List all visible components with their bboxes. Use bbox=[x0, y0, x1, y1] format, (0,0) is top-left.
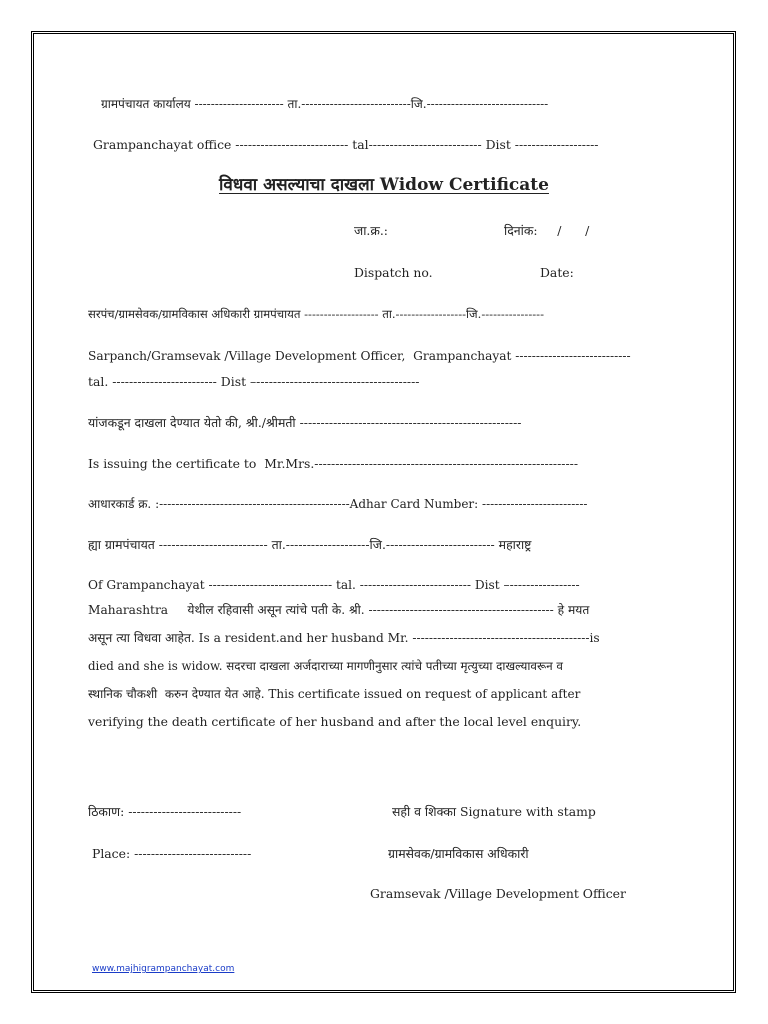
dispatch-no-english: Dispatch no. bbox=[354, 265, 433, 280]
date-marathi: दिनांक: / / bbox=[504, 223, 590, 238]
dispatch-no-marathi: जा.क्र.: bbox=[354, 223, 388, 238]
grampanchayat-line-marathi: ह्या ग्रामपंचायत -------------------------- ता.--------------------जि.-------------------------- महाराष्ट्र bbox=[88, 537, 532, 552]
place-line-marathi: ठिकाण: --------------------------- bbox=[88, 804, 242, 819]
paragraph-line-5: verifying the death certificate of her husband and after the local level enquiry. bbox=[88, 714, 582, 729]
paragraph-line-4: स्थानिक चौकशी करुन देण्यात येत आहे. This certificate issued on request of applicant after bbox=[88, 687, 581, 701]
officer-title-marathi: ग्रामसेवक/ग्रामविकास अधिकारी bbox=[388, 846, 529, 861]
place-line-english: Place: ---------------------------- bbox=[92, 846, 252, 861]
sarpanch-line-english: Sarpanch/Gramsevak /Village Development Officer, Grampanchayat ---------------------------- bbox=[88, 349, 631, 363]
tal-dist-line: tal. ------------------------- Dist –--------------------------------------- bbox=[88, 374, 420, 389]
aadhar-line: आधारकार्ड क्र. :-----------------------------------------------Adhar Card Number: -------------------------- bbox=[88, 497, 588, 511]
issuing-line-english: Is issuing the certificate to Mr.Mrs.--------------------------------------------------------------- bbox=[88, 456, 579, 471]
certificate-title: विधवा असल्याचा दाखला Widow Certificate bbox=[219, 175, 549, 195]
website-link[interactable]: www.majhigrampanchayat.com bbox=[92, 964, 235, 974]
office-line-marathi: ग्रामपंचायत कार्यालय ---------------------- ता.---------------------------जि.------------------------------ bbox=[101, 97, 549, 111]
date-english: Date: bbox=[540, 265, 574, 280]
paragraph-line-2: असून त्या विधवा आहेत. Is a resident.and her husband Mr. -------------------------------------------is bbox=[88, 631, 600, 645]
issuing-line-marathi: यांजकडून दाखला देण्यात येतो की, श्री./श्रीमती ----------------------------------------------------- bbox=[88, 415, 522, 430]
paragraph-line-3: died and she is widow. सदरचा दाखला अर्जदाराच्या मागणीनुसार त्यांचे पतीच्या मृत्युच्या दाखल्यावरून व bbox=[88, 659, 563, 673]
grampanchayat-line-english: Of Grampanchayat ------------------------------ tal. --------------------------- Dist –----------------- bbox=[88, 578, 580, 592]
sarpanch-line-marathi: सरपंच/ग्रामसेवक/ग्रामविकास अधिकारी ग्रामपंचायत ------------------- ता.------------------जि.---------------- bbox=[88, 307, 545, 321]
paragraph-line-1: Maharashtra येथील रहिवासी असून त्यांचे पती के. श्री. --------------------------------------------- हे मयत bbox=[88, 603, 590, 617]
signature-stamp-label: सही व शिक्का Signature with stamp bbox=[392, 804, 596, 819]
officer-title-english: Gramsevak /Village Development Officer bbox=[370, 886, 626, 901]
office-line-english: Grampanchayat office --------------------------- tal--------------------------- Dist -------------------- bbox=[93, 137, 599, 152]
